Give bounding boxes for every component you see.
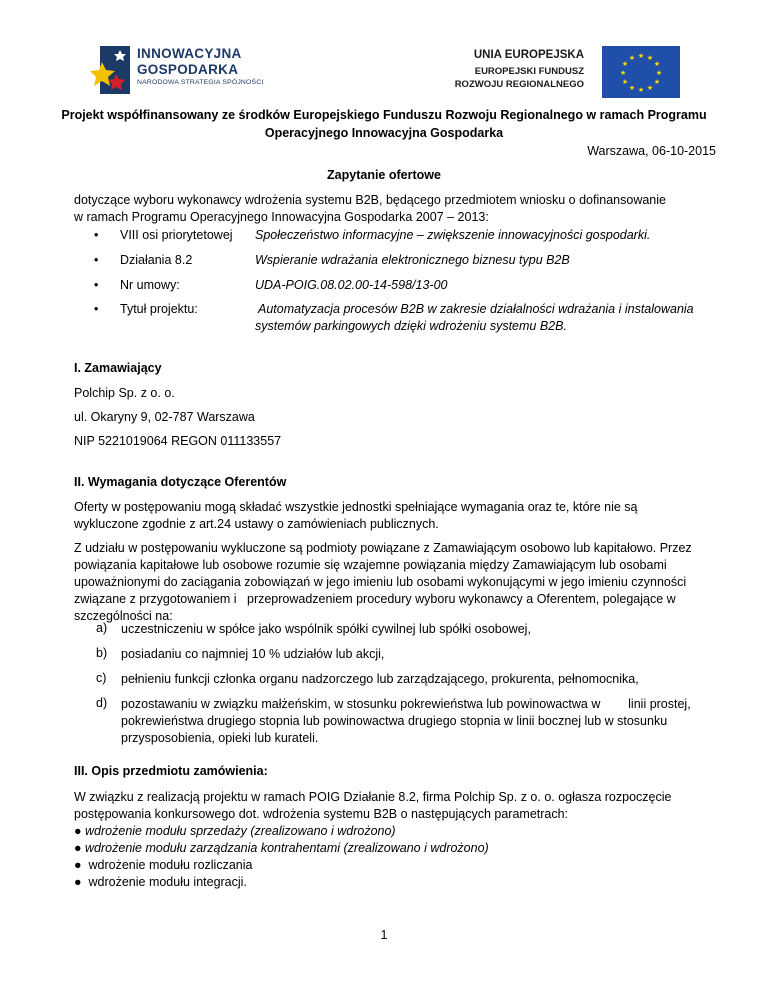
paragraph-line: związane z przygotowaniem i przeprowadzeniem procedury wyboru wykonawcy a Oferentem, polegające w bbox=[74, 592, 676, 606]
logo-left-line2: GOSPODARKA bbox=[137, 62, 239, 77]
section-heading: I. Zamawiający bbox=[74, 361, 162, 375]
paragraph bbox=[74, 789, 714, 891]
list-item-text: posiadaniu co najmniej 10 % udziałów lub akcji, bbox=[121, 647, 385, 661]
bullet-label: Tytuł projektu: bbox=[120, 302, 198, 316]
paragraph-line: Z udziału w postępowaniu wykluczone są podmioty powiązane z Zamawiającym osobowo lub kapitałowo. Przez bbox=[74, 541, 692, 555]
paragraph-line: W związku z realizacją projektu w ramach POIG Działanie 8.2, firma Polchip Sp. z o. o. ogłasza rozpoczęcie bbox=[74, 790, 672, 804]
bullet-icon: • bbox=[94, 228, 99, 242]
svg-text:★: ★ bbox=[646, 54, 654, 62]
svg-text:★: ★ bbox=[628, 84, 636, 92]
bullet-value-cont: systemów parkingowych dzięki wdrożeniu systemu B2B. bbox=[255, 319, 567, 333]
header-line1: Projekt współfinansowany ze środków Europejskiego Funduszu Rozwoju Regionalnego w ramach Programu bbox=[61, 108, 707, 122]
logo-right-line2: EUROPEJSKI FUNDUSZ bbox=[474, 66, 584, 77]
list-item-label: a) bbox=[96, 621, 108, 635]
logo-right-line1: UNIA EUROPEJSKA bbox=[473, 49, 584, 61]
list-item-text bbox=[121, 696, 721, 747]
list-item-text: uczestniczeniu w spółce jako wspólnik spółki cywilnej lub spółki osobowej, bbox=[121, 622, 531, 636]
orderer-address: ul. Okaryny 9, 02-787 Warszawa bbox=[74, 410, 255, 424]
page-number: 1 bbox=[380, 928, 388, 942]
list-item-label: b) bbox=[96, 646, 108, 660]
svg-text:★: ★ bbox=[655, 69, 663, 77]
logo-unia-europejska bbox=[454, 46, 680, 96]
bullet-value: Społeczeństwo informacyjne – zwiększenie innowacyjności gospodarki. bbox=[255, 228, 651, 242]
svg-text:★: ★ bbox=[653, 78, 661, 86]
list-item-label: c) bbox=[96, 671, 107, 685]
svg-text:★: ★ bbox=[646, 84, 654, 92]
list-item-text: pełnieniu funkcji członka organu nadzorczego lub zarządzającego, prokurenta, pełnomocnika, bbox=[121, 672, 639, 686]
scope-item: ● wdrożenie modułu rozliczania bbox=[74, 858, 253, 872]
svg-text:★: ★ bbox=[621, 78, 629, 86]
scope-item: ● wdrożenie modułu integracji. bbox=[74, 875, 247, 889]
logo-left-subtitle: NARODOWA STRATEGIA SPÓJNOŚCI bbox=[137, 79, 264, 86]
bullet-icon: • bbox=[94, 253, 99, 267]
bullet-value: UDA-POIG.08.02.00-14-598/13-00 bbox=[255, 278, 448, 292]
eu-flag-icon bbox=[602, 46, 680, 98]
svg-text:★: ★ bbox=[653, 60, 661, 68]
paragraph-line: postępowania konkursowego dot. wdrożenia systemu B2B o następujących parametrach: bbox=[74, 807, 569, 821]
scope-item: ● wdrożenie modułu zarządzania kontrahentami (zrealizowano i wdrożono) bbox=[74, 841, 489, 855]
bullet-icon: • bbox=[94, 278, 99, 292]
svg-text:★: ★ bbox=[628, 54, 636, 62]
intro-line1: dotyczące wyboru wykonawcy wdrożenia systemu B2B, będącego przedmiotem wniosku o dofinansowanie bbox=[74, 193, 666, 207]
svg-text:★: ★ bbox=[621, 60, 629, 68]
list-item-line: pokrewieństwa drugiego stopnia lub powinowactwa drugiego stopnia w linii bocznej lub w stosunku bbox=[121, 714, 668, 728]
scope-item: ● wdrożenie modułu sprzedaży (zrealizowano i wdrożono) bbox=[74, 824, 396, 838]
bullet-value: Wspieranie wdrażania elektronicznego biznesu typu B2B bbox=[255, 253, 570, 267]
document-date: Warszawa, 06-10-2015 bbox=[587, 144, 716, 158]
paragraph-line: Oferty w postępowaniu mogą składać wszystkie jednostki spełniające wymagania oraz te, które nie są bbox=[74, 500, 638, 514]
paragraph-line: powiązania kapitałowe lub osobowe rozumie się wzajemne powiązania między Zamawiającym lub osobami bbox=[74, 558, 667, 572]
list-item-line: przysposobienia, opieki lub kurateli. bbox=[121, 731, 319, 745]
intro-paragraph bbox=[74, 192, 714, 226]
logo-innowacyjna-gospodarka bbox=[90, 40, 280, 102]
cofinancing-header bbox=[30, 106, 738, 142]
paragraph bbox=[74, 499, 714, 533]
logo-left-line1: INNOWACYJNA bbox=[137, 46, 242, 61]
svg-text:★: ★ bbox=[637, 86, 645, 94]
orderer-tax-ids: NIP 5221019064 REGON 011133557 bbox=[74, 434, 282, 448]
intro-line2: w ramach Programu Operacyjnego Innowacyjna Gospodarka 2007 – 2013: bbox=[74, 210, 489, 224]
header-line2: Operacyjnego Innowacyjna Gospodarka bbox=[264, 126, 504, 140]
paragraph-line: wykluczone zgodnie z art.24 ustawy o zamówieniach publicznych. bbox=[74, 517, 439, 531]
paragraph-line: szczególności na: bbox=[74, 609, 173, 623]
list-item-label: d) bbox=[96, 696, 108, 710]
paragraph-line: upoważnionymi do zaciągania zobowiązań w jego imieniu lub osobami wykonującymi w jego imieniu czynności bbox=[74, 575, 687, 589]
ig-emblem-icon bbox=[90, 40, 136, 100]
svg-text:★: ★ bbox=[619, 69, 627, 77]
logo-right-line3: ROZWOJU REGIONALNEGO bbox=[454, 79, 584, 90]
bullet-label: Nr umowy: bbox=[120, 278, 180, 292]
section-heading: III. Opis przedmiotu zamówienia: bbox=[74, 764, 268, 778]
document-title: Zapytanie ofertowe bbox=[327, 168, 441, 182]
orderer-name: Polchip Sp. z o. o. bbox=[74, 386, 175, 400]
bullet-label: VIII osi priorytetowej bbox=[120, 228, 233, 242]
bullet-value: Automatyzacja procesów B2B w zakresie działalności wdrażania i instalowania bbox=[255, 302, 694, 316]
section-heading: II. Wymagania dotyczące Oferentów bbox=[74, 475, 287, 489]
bullet-icon: • bbox=[94, 302, 99, 316]
list-item-line: pozostawaniu w związku małżeńskim, w stosunku pokrewieństwa lub powinowactwa w linii prostej, bbox=[121, 697, 691, 711]
bullet-label: Działania 8.2 bbox=[120, 253, 193, 267]
svg-text:★: ★ bbox=[637, 52, 645, 60]
paragraph bbox=[74, 540, 714, 625]
